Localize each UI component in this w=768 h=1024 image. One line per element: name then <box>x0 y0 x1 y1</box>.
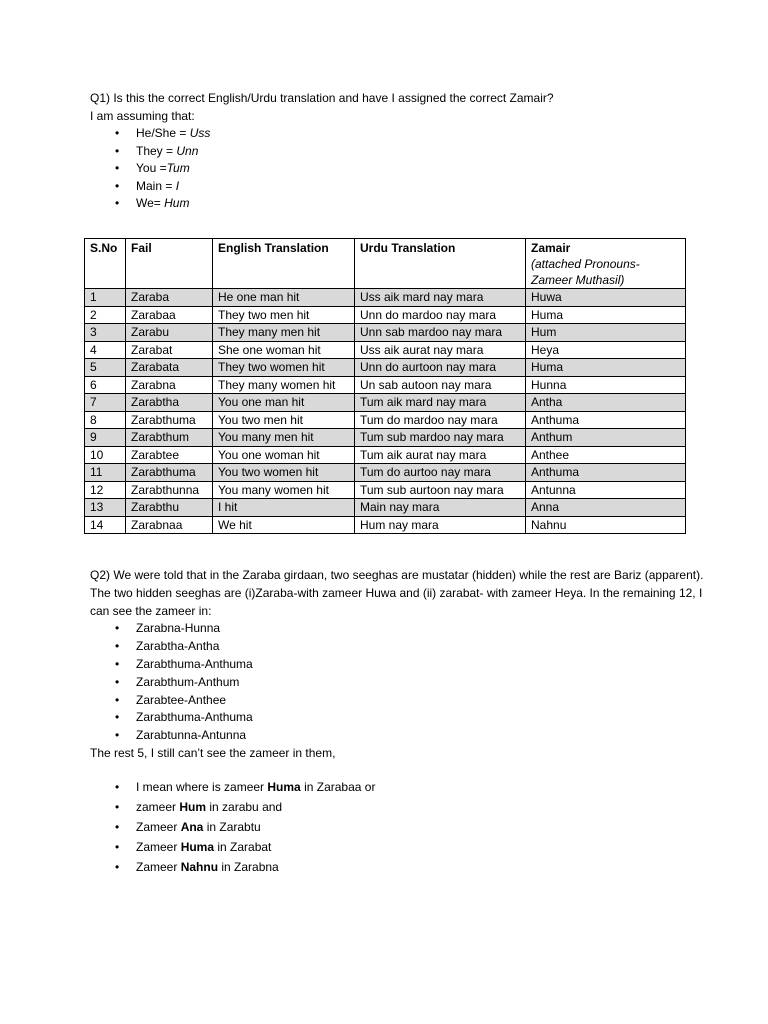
cell-zamair: Antha <box>526 394 686 412</box>
pronoun-item: • Main = I <box>90 178 690 196</box>
cell-urdu: Unn sab mardoo nay mara <box>355 324 526 342</box>
cell-english: You two women hit <box>213 464 355 482</box>
cell-english: You one woman hit <box>213 446 355 464</box>
pronoun-item: • We= Hum <box>90 195 690 213</box>
missing-zameer-list <box>90 777 710 877</box>
question-2 <box>90 567 710 877</box>
cell-fail: Zarabu <box>126 324 213 342</box>
cell-urdu: Tum sub aurtoon nay mara <box>355 481 526 499</box>
cell-urdu: Uss aik aurat nay mara <box>355 341 526 359</box>
conjugation-table <box>84 238 686 534</box>
cell-english: I hit <box>213 499 355 517</box>
table-row <box>85 481 686 499</box>
cell-urdu: Hum nay mara <box>355 516 526 534</box>
cell-sno: 11 <box>85 464 126 482</box>
cell-zamair: Huwa <box>526 289 686 307</box>
cell-zamair: Nahnu <box>526 516 686 534</box>
pronoun-item: • You =Tum <box>90 160 690 178</box>
cell-sno: 13 <box>85 499 126 517</box>
cell-zamair: Hunna <box>526 376 686 394</box>
zamair-note: (attached Pronouns- Zameer Muthasil) <box>531 257 640 287</box>
pronoun-item: • He/She = Uss <box>90 125 690 143</box>
cell-english: He one man hit <box>213 289 355 307</box>
cell-fail: Zarabthum <box>126 429 213 447</box>
cell-urdu: Tum aik aurat nay mara <box>355 446 526 464</box>
table-row <box>85 411 686 429</box>
cell-fail: Zarabtee <box>126 446 213 464</box>
list-item: • Zarabna-Hunna <box>90 620 710 638</box>
cell-english: They two men hit <box>213 306 355 324</box>
table-header-row <box>85 239 686 289</box>
column-header-sno: S.No <box>85 239 126 289</box>
cell-urdu: Uss aik mard nay mara <box>355 289 526 307</box>
cell-sno: 4 <box>85 341 126 359</box>
table-body <box>85 289 686 534</box>
list-item: • zameer Hum in zarabu and <box>90 797 710 817</box>
cell-sno: 3 <box>85 324 126 342</box>
cell-zamair: Huma <box>526 359 686 377</box>
cell-urdu: Unn do mardoo nay mara <box>355 306 526 324</box>
cell-sno: 7 <box>85 394 126 412</box>
cell-zamair: Anthuma <box>526 464 686 482</box>
table-row <box>85 464 686 482</box>
cell-fail: Zarabthu <box>126 499 213 517</box>
cell-zamair: Anthuma <box>526 411 686 429</box>
column-header-english: English Translation <box>213 239 355 289</box>
cell-sno: 6 <box>85 376 126 394</box>
cell-urdu: Tum sub mardoo nay mara <box>355 429 526 447</box>
cell-urdu: Unn do aurtoon nay mara <box>355 359 526 377</box>
cell-zamair: Antunna <box>526 481 686 499</box>
cell-sno: 9 <box>85 429 126 447</box>
table-row <box>85 341 686 359</box>
cell-zamair: Anna <box>526 499 686 517</box>
cell-fail: Zaraba <box>126 289 213 307</box>
cell-urdu: Tum aik mard nay mara <box>355 394 526 412</box>
cell-english: You many men hit <box>213 429 355 447</box>
question-2-intro: Q2) We were told that in the Zaraba girdaan, two seeghas are mustatar (hidden) while the rest are Bariz (apparent). The two hidden seeghas are (i)Zaraba-with zameer Huwa and (ii) zarabat- with zameer Heya. In the remaining 12, I can see the zameer in: <box>90 568 704 618</box>
cell-fail: Zarabna <box>126 376 213 394</box>
cell-english: You many women hit <box>213 481 355 499</box>
cell-english: They many men hit <box>213 324 355 342</box>
table-row <box>85 324 686 342</box>
list-item: • Zarabthum-Anthum <box>90 674 710 692</box>
cell-fail: Zarabthuma <box>126 464 213 482</box>
cell-fail: Zarabthunna <box>126 481 213 499</box>
cell-zamair: Anthum <box>526 429 686 447</box>
list-item: • Zameer Nahnu in Zarabna <box>90 857 710 877</box>
question-1 <box>90 90 690 213</box>
pronoun-item: • They = Unn <box>90 143 690 161</box>
cell-sno: 14 <box>85 516 126 534</box>
table-row <box>85 359 686 377</box>
column-header-urdu: Urdu Translation <box>355 239 526 289</box>
table-row <box>85 306 686 324</box>
list-item: • Zarabtee-Anthee <box>90 692 710 710</box>
cell-english: You two men hit <box>213 411 355 429</box>
cell-zamair: Heya <box>526 341 686 359</box>
cell-fail: Zarabtha <box>126 394 213 412</box>
cell-fail: Zarabata <box>126 359 213 377</box>
table-row <box>85 499 686 517</box>
remaining-note: The rest 5, I still can’t see the zameer in them, <box>90 745 336 760</box>
cell-english: You one man hit <box>213 394 355 412</box>
cell-fail: Zarabat <box>126 341 213 359</box>
table-row <box>85 429 686 447</box>
list-item: • Zameer Ana in Zarabtu <box>90 817 710 837</box>
table-row <box>85 516 686 534</box>
cell-urdu: Tum do aurtoo nay mara <box>355 464 526 482</box>
cell-urdu: Main nay mara <box>355 499 526 517</box>
table-row <box>85 394 686 412</box>
cell-english: We hit <box>213 516 355 534</box>
cell-english: They two women hit <box>213 359 355 377</box>
list-item: • I mean where is zameer Huma in Zarabaa or <box>90 777 710 797</box>
cell-zamair: Anthee <box>526 446 686 464</box>
cell-sno: 1 <box>85 289 126 307</box>
cell-zamair: Huma <box>526 306 686 324</box>
cell-fail: Zarabnaa <box>126 516 213 534</box>
cell-english: She one woman hit <box>213 341 355 359</box>
list-item: • Zarabthuma-Anthuma <box>90 709 710 727</box>
question-1-heading: Q1) Is this the correct English/Urdu translation and have I assigned the correct Zamair? <box>90 91 554 105</box>
table-row <box>85 289 686 307</box>
list-item: • Zarabtunna-Antunna <box>90 727 710 745</box>
cell-sno: 2 <box>85 306 126 324</box>
cell-sno: 10 <box>85 446 126 464</box>
column-header-zamair: Zamair (attached Pronouns- Zameer Muthasil) <box>526 239 686 289</box>
seen-zameer-list <box>90 620 710 745</box>
pronoun-list <box>90 125 690 213</box>
list-item: • Zameer Huma in Zarabat <box>90 837 710 857</box>
list-item: • Zarabtha-Antha <box>90 638 710 656</box>
table-row <box>85 376 686 394</box>
cell-urdu: Tum do mardoo nay mara <box>355 411 526 429</box>
cell-sno: 8 <box>85 411 126 429</box>
cell-zamair: Hum <box>526 324 686 342</box>
cell-fail: Zarabaa <box>126 306 213 324</box>
list-item: • Zarabthuma-Anthuma <box>90 656 710 674</box>
table-row <box>85 446 686 464</box>
cell-fail: Zarabthuma <box>126 411 213 429</box>
cell-english: They many women hit <box>213 376 355 394</box>
cell-sno: 5 <box>85 359 126 377</box>
assumption-intro: I am assuming that: <box>90 108 195 123</box>
column-header-fail: Fail <box>126 239 213 289</box>
cell-sno: 12 <box>85 481 126 499</box>
cell-urdu: Un sab autoon nay mara <box>355 376 526 394</box>
